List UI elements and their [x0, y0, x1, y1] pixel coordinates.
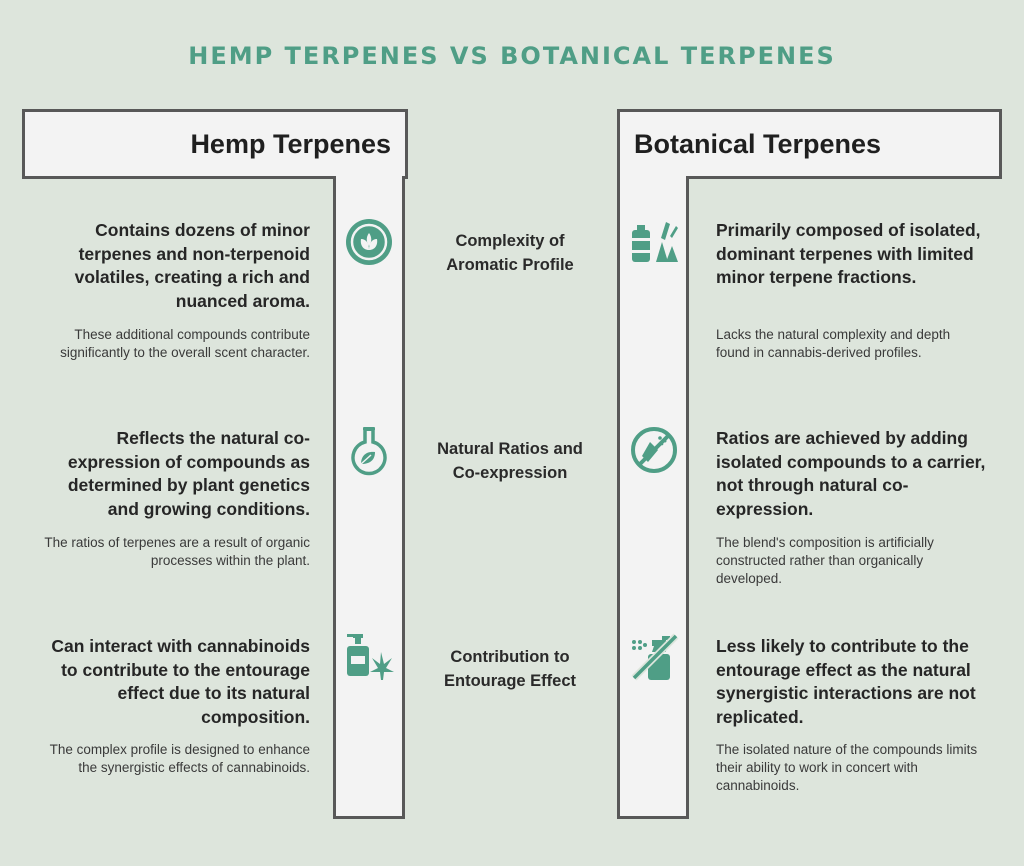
no-spray-bottle-icon	[628, 632, 680, 684]
row3-botanical-lead: Less likely to contribute to the entourage effect as the natural synergistic interactions are not replicated.	[716, 636, 976, 727]
row3-hemp-lead: Can interact with cannabinoids to contribute to the entourage effect due to its natural composition.	[51, 636, 310, 727]
row3-botanical-detail: The isolated nature of the compounds limits their ability to work in concert with cannabinoids.	[716, 742, 978, 793]
row2-botanical-detail: The blend's composition is artificially constructed rather than organically developed.	[716, 535, 934, 586]
botanical-icon-column	[617, 176, 689, 819]
botanical-terpenes-header-label: Botanical Terpenes	[634, 128, 882, 159]
leaf-in-circle-icon	[343, 216, 395, 268]
hemp-icon-column	[333, 176, 405, 819]
row3-criterion: Contribution to Entourage Effect	[443, 648, 577, 690]
flask-leaf-icon	[343, 424, 395, 476]
row2-hemp-lead: Reflects the natural co-expression of compounds as determined by plant genetics and growing conditions.	[67, 428, 310, 519]
pump-bottle-cannabis-icon	[343, 632, 395, 684]
row1-botanical-lead: Primarily composed of isolated, dominant terpenes with limited minor terpene fractions.	[716, 220, 981, 287]
row1-botanical-detail: Lacks the natural complexity and depth found in cannabis-derived profiles.	[716, 327, 951, 360]
page-title: HEMP TERPENES VS BOTANICAL TERPENES	[188, 42, 836, 70]
row2-criterion: Natural Ratios and Co-expression	[437, 440, 583, 482]
row3-hemp-detail: The complex profile is designed to enhance the synergistic effects of cannabinoids.	[49, 742, 310, 775]
hemp-terpenes-header-label: Hemp Terpenes	[190, 128, 391, 159]
row2-hemp-detail: The ratios of terpenes are a result of organic processes within the plant.	[44, 535, 310, 568]
row1-hemp-lead: Contains dozens of minor terpenes and non-terpenoid volatiles, creating a rich and nuanced aroma.	[74, 220, 310, 311]
no-dropper-icon	[628, 424, 680, 476]
botanical-terpenes-header	[617, 109, 1002, 179]
row2-botanical-lead: Ratios are achieved by adding isolated compounds to a carrier, not through natural co-expression.	[716, 428, 986, 519]
chemical-containers-icon	[628, 216, 680, 268]
row1-criterion: Complexity of Aromatic Profile	[446, 232, 574, 274]
row1-hemp-detail: These additional compounds contribute significantly to the overall scent character.	[60, 327, 310, 360]
hemp-terpenes-header	[22, 109, 408, 179]
